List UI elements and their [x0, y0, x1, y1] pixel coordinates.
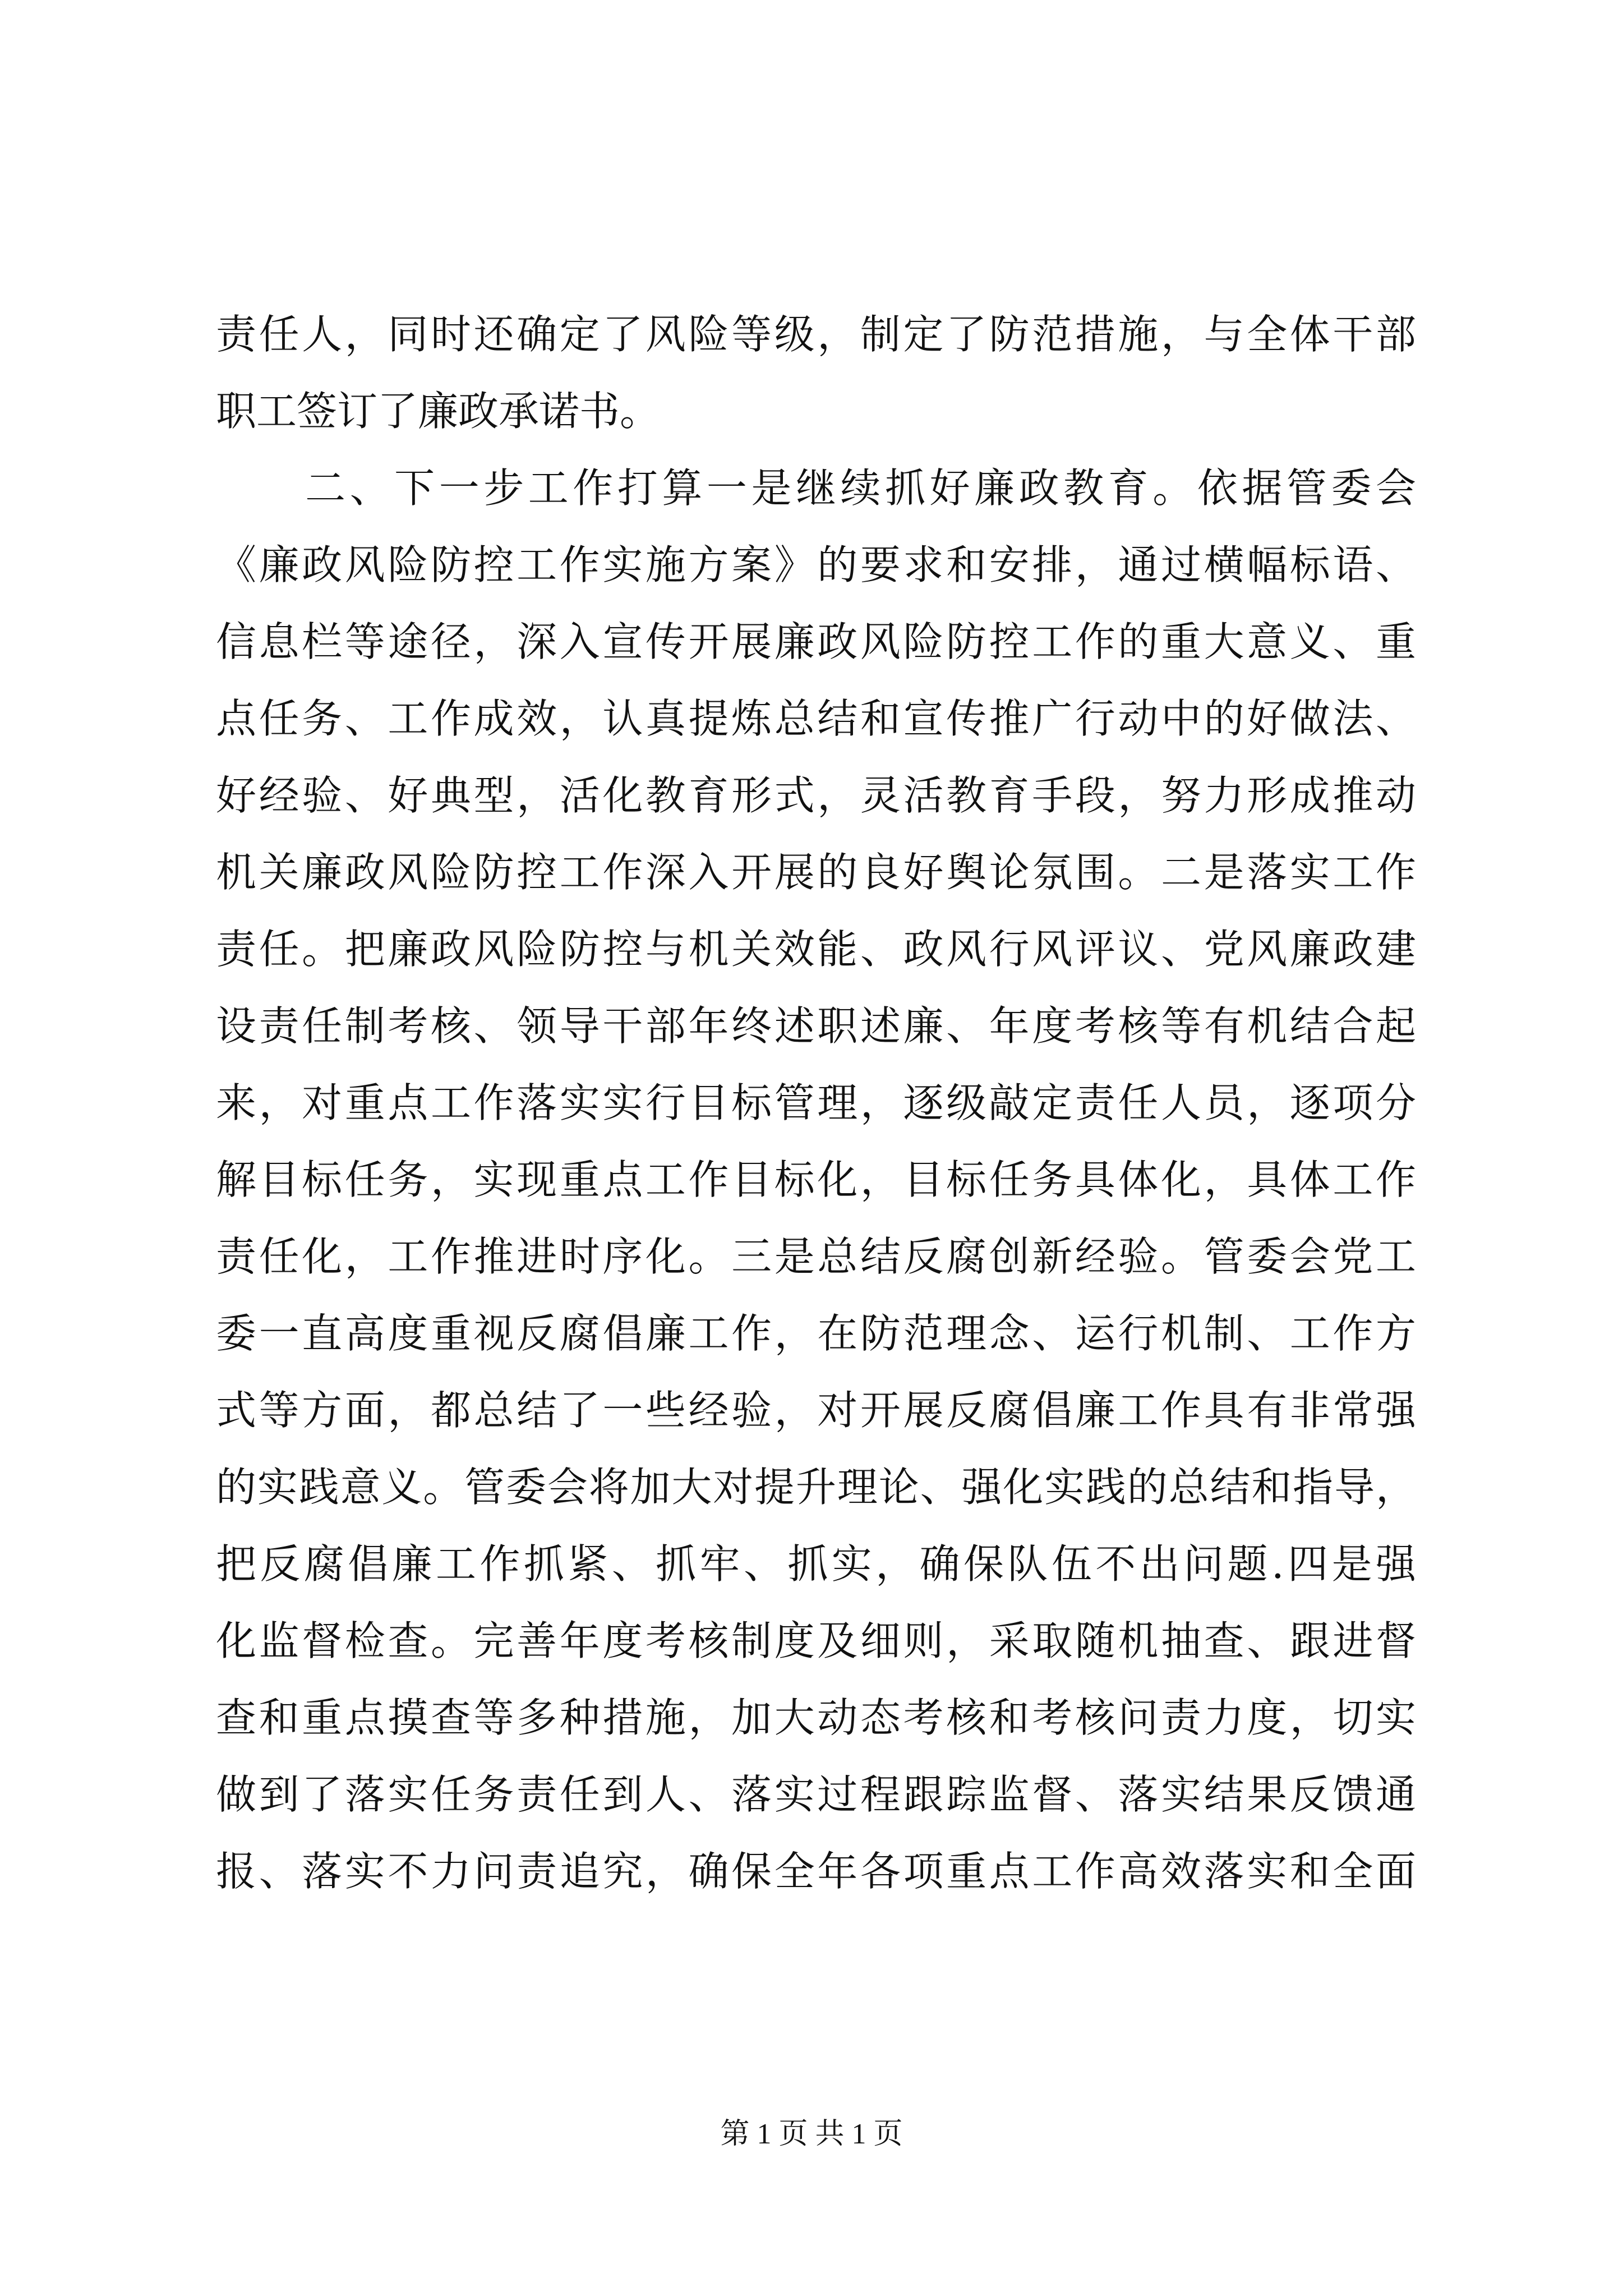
text-line: 职工签订了廉政承诺书。 — [216, 388, 661, 435]
text-line: 做到了落实任务责任到人、落实过程跟踪监督、落实结果反馈通 — [216, 1771, 1416, 1818]
text-line: 报、落实不力问责追究，确保全年各项重点工作高效落实和全面 — [216, 1848, 1416, 1895]
text-line: 设责任制考核、领导干部年终述职述廉、年度考核等有机结合起 — [216, 1002, 1416, 1050]
page-footer — [0, 2115, 1623, 2154]
text-line: 式等方面，都总结了一些经验，对开展反腐倡廉工作具有非常强 — [216, 1387, 1416, 1434]
page-number-label: 第 1 页 共 1 页 — [720, 2118, 903, 2150]
text-line: 好经验、好典型，活化教育形式，灵活教育手段，努力形成推动 — [216, 772, 1416, 819]
text-line: 责任。把廉政风险防控与机关效能、政风行风评议、党风廉政建 — [216, 926, 1416, 973]
text-line: 机关廉政风险防控工作深入开展的良好舆论氛围。二是落实工作 — [216, 849, 1416, 896]
text-line: 点任务、工作成效，认真提炼总结和宣传推广行动中的好做法、 — [216, 695, 1416, 742]
text-line: 把反腐倡廉工作抓紧、抓牢、抓实，确保队伍不出问题.四是强 — [216, 1540, 1416, 1588]
text-line: 责任人，同时还确定了风险等级，制定了防范措施，与全体干部 — [216, 311, 1416, 358]
text-line: 的实践意义。管委会将加大对提升理论、强化实践的总结和指导， — [216, 1464, 1416, 1511]
text-line: 责任化，工作推进时序化。三是总结反腐创新经验。管委会党工 — [216, 1233, 1416, 1280]
body-text — [216, 296, 1416, 1910]
text-line: 《廉政风险防控工作实施方案》的要求和安排，通过横幅标语、 — [216, 541, 1416, 588]
text-line: 委一直高度重视反腐倡廉工作，在防范理念、运行机制、工作方 — [216, 1310, 1416, 1357]
text-line: 解目标任务，实现重点工作目标化，目标任务具体化，具体工作 — [216, 1156, 1416, 1203]
text-line: 来，对重点工作落实实行目标管理，逐级敲定责任人员，逐项分 — [216, 1079, 1416, 1126]
text-line: 二、下一步工作打算一是继续抓好廉政教育。依据管委会 — [216, 464, 1416, 512]
text-line: 信息栏等途径，深入宣传开展廉政风险防控工作的重大意义、重 — [216, 618, 1416, 665]
text-line: 查和重点摸查等多种措施，加大动态考核和考核问责力度，切实 — [216, 1694, 1416, 1741]
text-line: 化监督检查。完善年度考核制度及细则，采取随机抽查、跟进督 — [216, 1617, 1416, 1664]
